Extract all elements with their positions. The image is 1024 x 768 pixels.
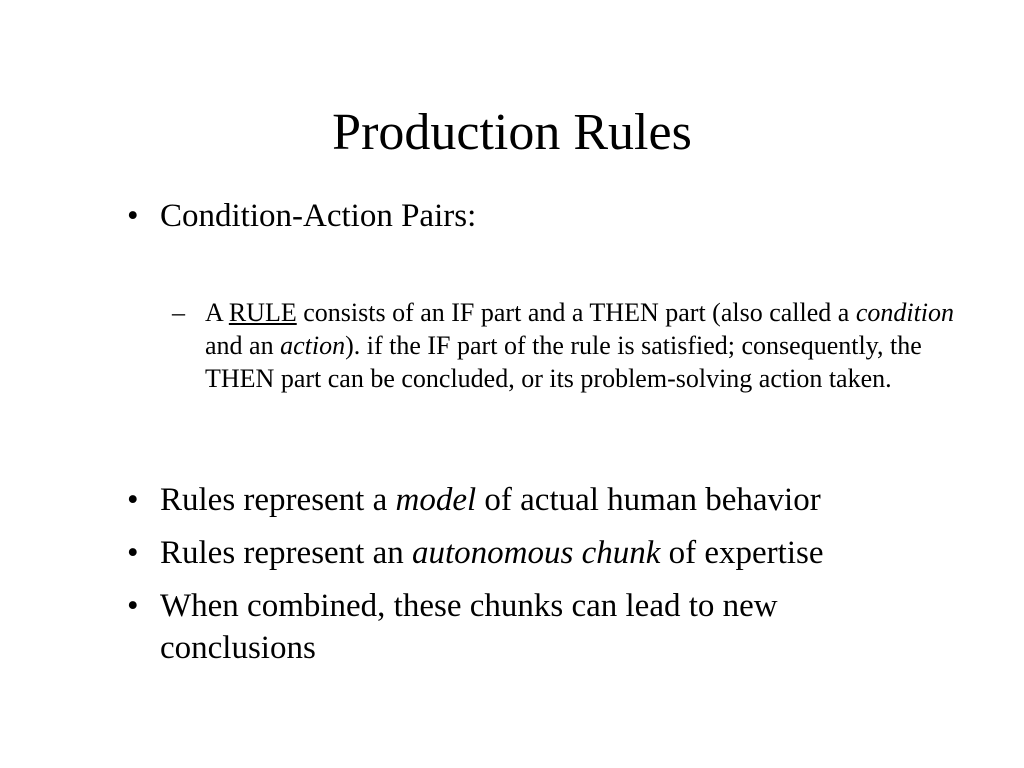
text-segment: Rules represent an <box>160 535 412 571</box>
action-term: action <box>280 331 346 360</box>
bullet-marker: • <box>127 198 139 234</box>
text-segment: of actual human behavior <box>476 482 821 518</box>
bullet-marker: • <box>127 535 139 571</box>
condition-term: condition <box>855 298 955 327</box>
text-segment: and an <box>205 331 281 360</box>
bullet-text <box>160 479 920 521</box>
text-segment: consists of an IF part and a THEN part (also called a <box>296 298 856 327</box>
text-segment: ). if the IF part of the rule is satisfied; consequently, the THEN part can be concluded, or its problem-solving action taken. <box>205 331 922 393</box>
rule-term: RULE <box>228 298 297 327</box>
slide-title: Production Rules <box>332 104 692 161</box>
text-segment: A <box>205 298 229 327</box>
sub-bullet-text <box>205 296 980 395</box>
bullet-text: When combined, these chunks can lead to new conclusions <box>160 588 778 666</box>
text-segment: of expertise <box>660 535 824 571</box>
bullet-marker: • <box>127 588 139 624</box>
bullet-marker: • <box>127 482 139 518</box>
dash-marker: – <box>172 298 185 327</box>
bullet-text: Condition-Action Pairs: <box>160 198 477 234</box>
bullet-text <box>160 532 920 574</box>
text-segment: Rules represent a <box>160 482 396 518</box>
model-term: model <box>395 482 477 518</box>
chunk-term: autonomous chunk <box>412 535 661 571</box>
